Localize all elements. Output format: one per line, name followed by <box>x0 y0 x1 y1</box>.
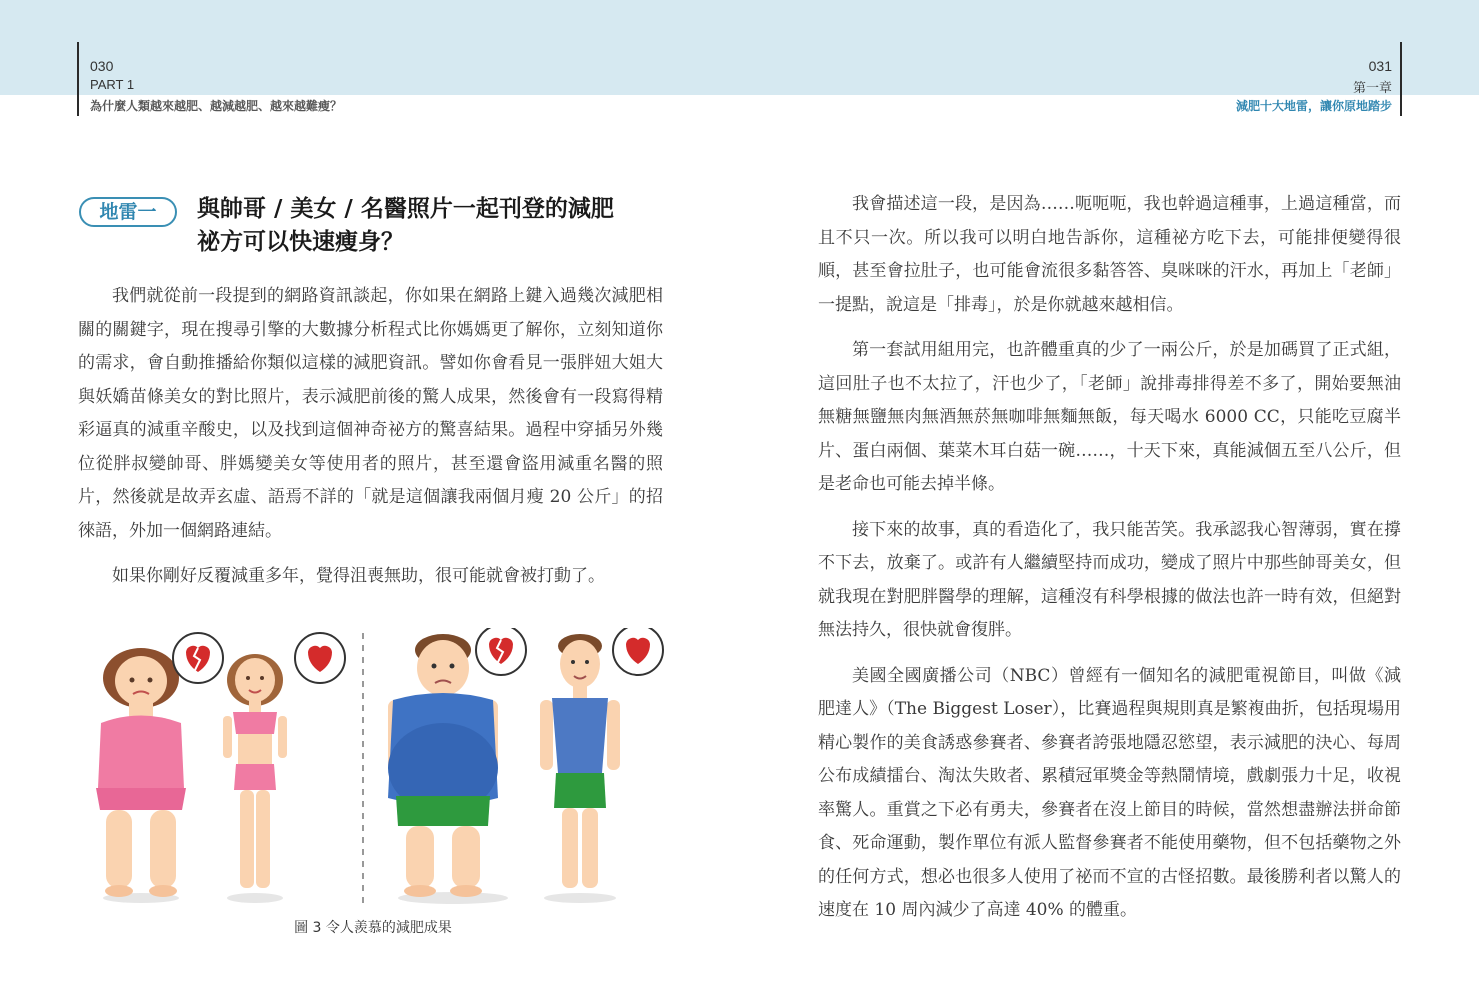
right-body-text <box>818 188 1401 940</box>
woman-before-figure <box>96 648 186 897</box>
heart-icon <box>295 633 345 683</box>
chapter-label: 第一章 <box>1352 80 1392 95</box>
heart-icon <box>613 628 663 675</box>
section-title <box>197 193 667 259</box>
header-subtitle-left: 為什麼人類越來越肥、越減越肥、越來越難瘦？ <box>90 99 343 113</box>
landmine-badge: 地雷一 <box>79 197 177 227</box>
before-after-illustration <box>78 628 668 908</box>
right-paragraph: 第一套試用組用完，也許體重真的少了一兩公斤，於是加碼買了正式組，這回肚子也不太拉了，汗也少了，「老師」說排毒排得差不多了，開始要無油無糖無鹽無肉無酒無菸無咖啡無麵無飯，每天喝水 6000 CC，只能吃豆腐半片、蛋白兩個、葉菜木耳白菇一碗……，十天下來，真能減個五至八公斤，但是老命也可能去掉半條。 <box>818 340 1401 494</box>
part-label: PART 1 <box>90 77 135 92</box>
woman-after-figure <box>223 654 287 888</box>
left-body-text <box>78 280 663 606</box>
section-title-line-2: 祕方可以快速瘦身？ <box>197 229 404 255</box>
right-paragraph: 接下來的故事，真的看造化了，我只能苦笑。我承認我心智薄弱，實在撐不下去，放棄了。或許有人繼續堅持而成功，變成了照片中那些帥哥美女，但就我現在對肥胖醫學的理解，這種沒有科學根據的做法也許一時有效，但絕對無法持久，很快就會復胖。 <box>818 519 1401 640</box>
left-paragraph: 我們就從前一段提到的網路資訊談起，你如果在網路上鍵入過幾次減肥相關的關鍵字，現在搜尋引擎的大數據分析程式比你媽媽更了解你，立刻知道你的需求，會自動推播給你類似這樣的減肥資訊。譬如你會看見一張胖妞大姐大與妖嬌苗條美女的對比照片，表示減肥前後的驚人成果，然後會有一段寫得精彩逼真的減重辛酸史，以及找到這個神奇祕方的驚喜結果。過程中穿插另外幾位從胖叔變帥哥、胖媽變美女等使用者的照片，甚至還會盜用減重名醫的照片，然後就是故弄玄虛、語焉不詳的「就是這個讓我兩個月瘦 20 公斤」的招徠語，外加一個網路連結。 <box>78 286 663 541</box>
broken-heart-icon <box>173 633 223 683</box>
header-rule-right <box>1400 42 1402 116</box>
man-before-figure <box>388 634 498 897</box>
header-band <box>0 0 1479 95</box>
man-after-figure <box>540 634 620 888</box>
right-paragraph: 美國全國廣播公司（NBC）曾經有一個知名的減肥電視節目，叫做《減肥達人》（The Biggest Loser），比賽過程與規則真是繁複曲折，包括現場用精心製作的美食誘惑參賽者、參賽者誇張地隱忍慾望，表示減肥的決心、每周公布成績擂台、淘汰失敗者、累積冠軍獎金等熱鬧情境，戲劇張力十足，收視率驚人。重賞之下必有勇夫，參賽者在沒上節目的時候，當然想盡辦法拼命節食、死命運動，製作單位有派人監督參賽者不能使用藥物，但不包括藥物之外的任何方式，想必也很多人使用了祕而不宣的古怪招數。最後勝利者以驚人的速度在 10 周內減少了高達 40% 的體重。 <box>818 665 1401 920</box>
section-title-line-1: 與帥哥 / 美女 / 名醫照片一起刊登的減肥 <box>197 196 614 222</box>
figure-caption: 圖 3 令人羨慕的減肥成果 <box>294 920 452 936</box>
header-rule-left <box>77 42 79 116</box>
page-number-right: 031 <box>1368 58 1392 74</box>
header-subtitle-right: 減肥十大地雷，讓你原地踏步 <box>1235 99 1392 113</box>
right-paragraph: 我會描述這一段，是因為……呃呃呃，我也幹過這種事，上過這種當，而且不只一次。所以我可以明白地告訴你，這種祕方吃下去，可能排便變得很順，甚至會拉肚子，也可能會流很多黏答答、臭咪咪的汗水，再加上「老師」一提點，說這是「排毒」，於是你就越來越相信。 <box>818 194 1401 315</box>
page-number-left: 030 <box>90 58 114 74</box>
left-paragraph: 如果你剛好反覆減重多年，覺得沮喪無助，很可能就會被打動了。 <box>112 566 605 586</box>
broken-heart-icon <box>476 628 526 675</box>
